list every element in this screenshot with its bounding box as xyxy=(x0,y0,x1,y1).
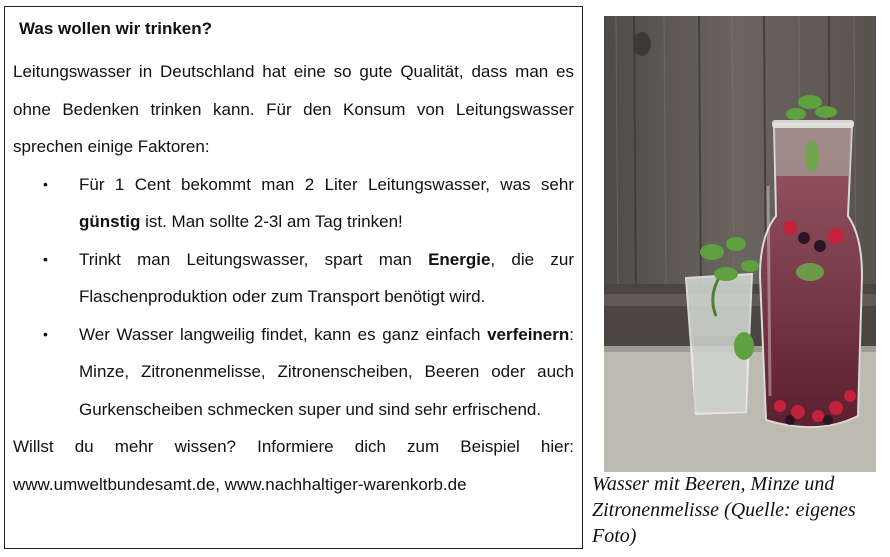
photo-carafe-berries-mint-icon xyxy=(604,16,876,472)
bullet-icon: • xyxy=(43,325,48,342)
benefit-list xyxy=(13,166,574,429)
article-title: Was wollen wir trinken? xyxy=(19,19,213,38)
list-item: • Für 1 Cent bekommt man 2 Liter Leitungswasser, was sehr günstig ist. Man sollte 2-3l am Tag trinken! xyxy=(79,166,574,241)
carafe-photo xyxy=(604,16,876,472)
article-box xyxy=(4,6,583,549)
bullet-icon: • xyxy=(43,175,48,192)
article-outro: Willst du mehr wissen? Informiere dich zum Beispiel hier: www.umweltbundesamt.de, www.nachhaltiger-warenkorb.de xyxy=(13,437,574,494)
emphasis: Energie xyxy=(428,249,491,269)
photo-caption: Wasser mit Beeren, Minze und Zitronenmelisse (Quelle: eigenes Foto) xyxy=(592,473,856,547)
list-item: • Wer Wasser langweilig findet, kann es ganz einfach verfeinern: Minze, Zitronenmelisse, Zitronenscheiben, Beeren oder auch Gurkenscheiben schmecken super und sind sehr erfrischend. xyxy=(79,316,574,429)
article-intro: Leitungswasser in Deutschland hat eine so gute Qualität, dass man es ohne Bedenken trinken kann. Für den Konsum von Leitungswasser sprechen einige Faktoren: xyxy=(13,62,574,156)
emphasis: günstig xyxy=(79,212,141,231)
list-item: • Trinkt man Leitungswasser, spart man Energie, die zur Flaschenproduktion oder zum Transport benötigt wird. xyxy=(79,241,574,316)
bullet-icon: • xyxy=(43,250,48,267)
emphasis: verfeinern xyxy=(487,324,570,344)
